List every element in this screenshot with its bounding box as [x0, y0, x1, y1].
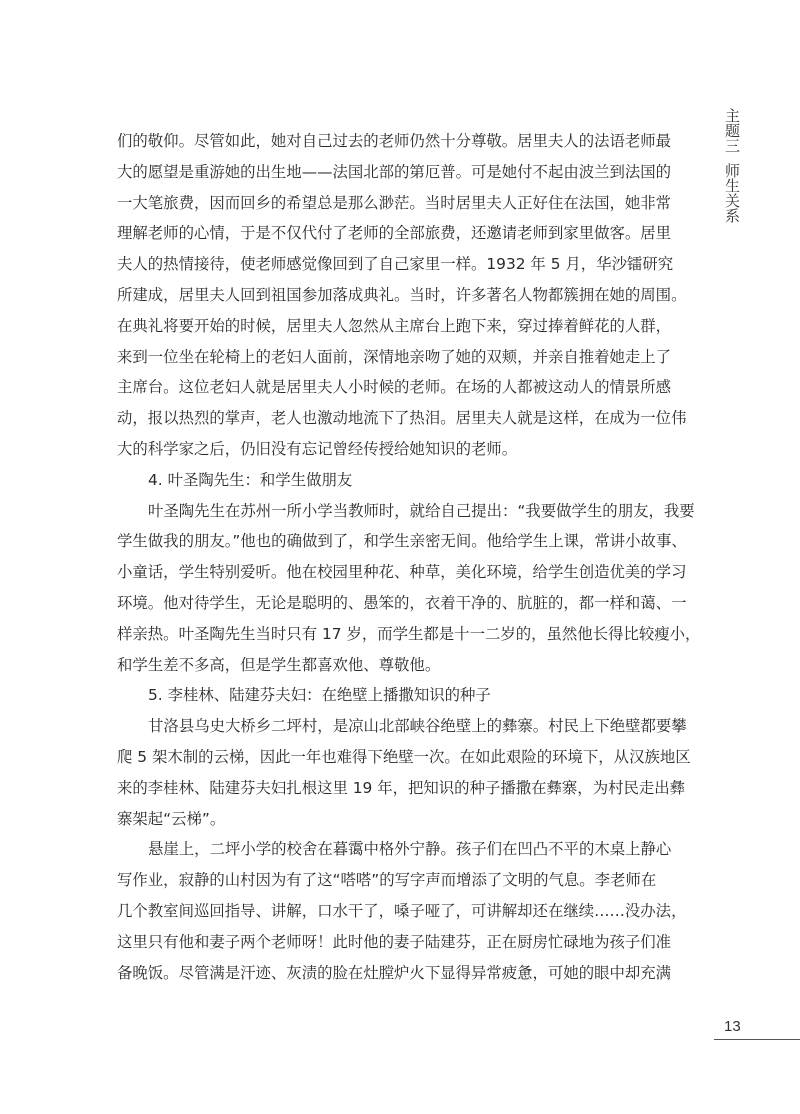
body-line: 大的愿望是重游她的出生地——法国北部的第厄普。可是她付不起由波兰到法国的 [117, 162, 672, 181]
body-line: 主席台。这位老妇人就是居里夫人小时候的老师。在场的人都被这动人的情景所感 [117, 378, 672, 397]
body-line: 所建成，居里夫人回到祖国参加落成典礼。当时，许多著名人物都簇拥在她的周围。 [117, 285, 687, 304]
section-heading: 4. 叶圣陶先生：和学生做朋友 [148, 470, 353, 489]
body-line: 备晚饭。尽管满是汗迹、灰渍的脸在灶膛炉火下显得异常疲惫，可她的眼中却充满 [117, 963, 672, 982]
footer-rule [714, 1039, 800, 1040]
body-line: 环境。他对待学生，无论是聪明的、愚笨的，衣着干净的、肮脏的，都一样和蔼、一 [117, 593, 687, 612]
body-line: 爬 5 架木制的云梯，因此一年也难得下绝壁一次。在如此艰险的环境下，从汉族地区 [117, 747, 691, 766]
body-line: 来的李桂林、陆建芬夫妇扎根这里 19 年，把知识的种子播撒在彝寨，为村民走出彝 [117, 778, 686, 797]
body-line: 这里只有他和妻子两个老师呀！此时他的妻子陆建芬，正在厨房忙碌地为孩子们准 [117, 932, 672, 951]
body-line: 叶圣陶先生在苏州一所小学当教师时，就给自己提出：“我要做学生的朋友，我要 [148, 501, 695, 520]
page-body [117, 126, 701, 988]
body-line: 和学生差不多高，但是学生都喜欢他、尊敬他。 [117, 655, 441, 674]
body-line: 一大笔旅费，因而回乡的希望总是那么渺茫。当时居里夫人正好住在法国，她非常 [117, 193, 672, 212]
section-heading: 5. 李桂林、陆建芬夫妇：在绝壁上播撒知识的种子 [148, 686, 491, 705]
body-line: 样亲热。叶圣陶先生当时只有 17 岁，而学生都是十一二岁的，虽然他长得比较瘦小， [117, 624, 701, 643]
body-line: 几个教室间巡回指导、讲解，口水干了，嗓子哑了，可讲解却还在继续……没办法， [117, 901, 687, 920]
body-line: 们的敬仰。尽管如此，她对自己过去的老师仍然十分尊敬。居里夫人的法语老师最 [117, 132, 672, 150]
body-line: 动，报以热烈的掌声，老人也激动地流下了热泪。居里夫人就是这样，在成为一位伟 [117, 409, 687, 428]
body-line: 学生做我的朋友。”他也的确做到了，和学生亲密无间。他给学生上课，常讲小故事、 [117, 532, 687, 551]
body-line: 理解老师的心情，于是不仅代付了老师的全部旅费，还邀请老师到家里做客。居里 [117, 224, 672, 243]
running-header [723, 108, 745, 223]
body-line: 小童话，学生特别爱听。他在校园里种花、种草，美化环境，给学生创造优美的学习 [117, 563, 687, 582]
body-line: 来到一位坐在轮椅上的老妇人面前，深情地亲吻了她的双颊，并亲自推着她走上了 [117, 347, 672, 366]
body-line: 夫人的热情接待，使老师感觉像回到了自己家里一样。1932 年 5 月，华沙镭研究 [117, 255, 674, 274]
body-line: 写作业，寂静的山村因为有了这“嗒嗒”的写字声而增添了文明的气息。李老师在 [117, 871, 657, 890]
body-line: 大的科学家之后，仍旧没有忘记曾经传授给她知识的老师。 [117, 439, 518, 458]
topic-label: 师生关系 [723, 163, 741, 223]
theme-label: 主题三 [723, 108, 741, 153]
page-number: 13 [724, 1018, 741, 1035]
body-line: 寨架起“云梯”。 [117, 809, 226, 828]
body-line: 在典礼将要开始的时候，居里夫人忽然从主席台上跑下来，穿过捧着鲜花的人群， [117, 316, 672, 335]
body-line: 悬崖上，二坪小学的校舍在暮霭中格外宁静。孩子们在凹凸不平的木桌上静心 [148, 840, 672, 859]
body-line: 甘洛县乌史大桥乡二坪村，是凉山北部峡谷绝壁上的彝寨。村民上下绝壁都要攀 [148, 717, 687, 736]
